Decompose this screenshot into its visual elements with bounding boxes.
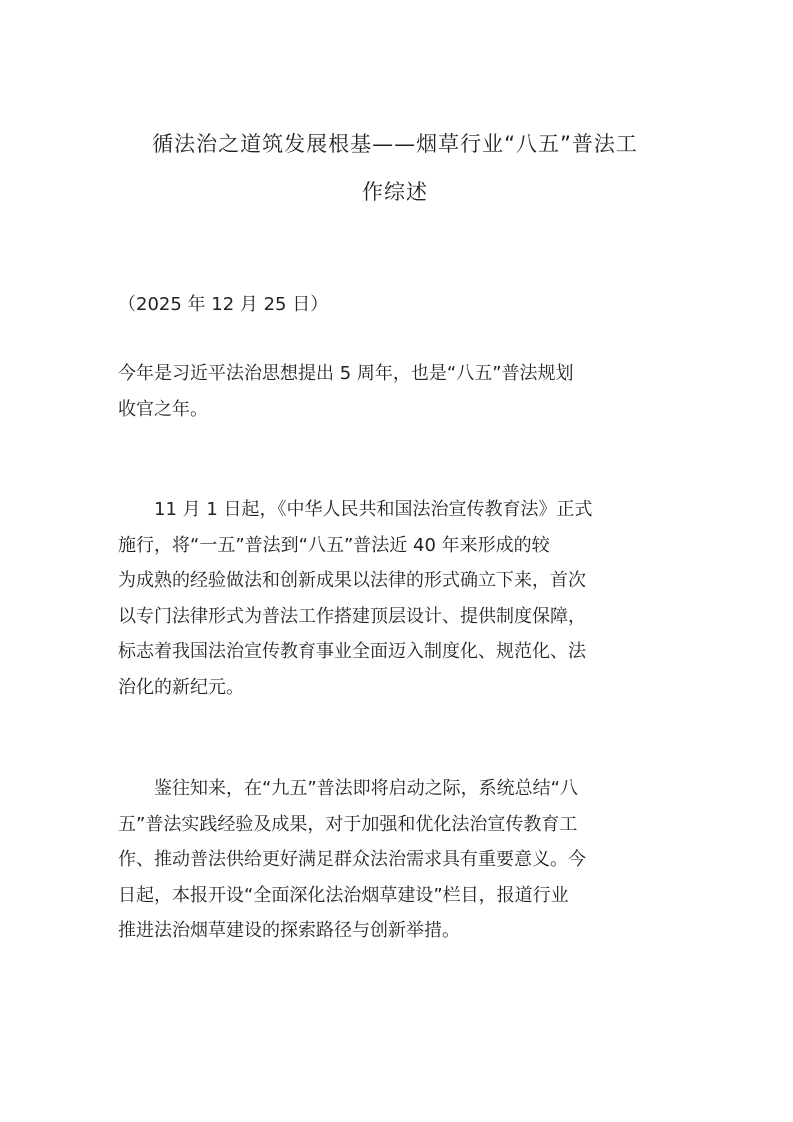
paragraph-line: 收官之年。 — [118, 398, 208, 420]
paragraph-line: 标志着我国法治宣传教育事业全面迈入制度化、规范化、法 — [118, 641, 586, 662]
paragraph-line: 推进法治烟草建设的探索路径与创新举措。 — [118, 920, 460, 941]
title-line: 作综述 — [362, 180, 428, 204]
document-title — [100, 120, 690, 216]
document-date: （2025 年 12 月 25 日） — [118, 294, 329, 315]
paragraph-line: 11 月 1 日起，《中华人民共和国法治宣传教育法》正式 — [154, 499, 593, 520]
paragraph-line: 作、推动普法供给更好满足群众法治需求具有重要意义。今 — [118, 849, 586, 870]
paragraph-line: 施行，将“一五”普法到“八五”普法近 40 年来形成的较 — [118, 534, 550, 556]
paragraph-line: 以专门法律形式为普法工作搭建顶层设计、提供制度保障， — [118, 605, 586, 627]
paragraph-line: 鉴往知来，在“九五”普法即将启动之际，系统总结“八 — [154, 778, 578, 799]
paragraph-law — [118, 492, 678, 705]
paragraph-line: 今年是习近平法治思想提出 5 周年，也是“八五”普法规划 — [118, 363, 574, 384]
paragraph-line: 治化的新纪元。 — [118, 676, 244, 698]
paragraph-line: 五”普法实践经验及成果，对于加强和优化法治宣传教育工 — [118, 813, 578, 835]
paragraph-intro — [118, 356, 678, 427]
paragraph-column — [118, 771, 678, 949]
paragraph-line: 日起，本报开设“全面深化法治烟草建设”栏目，报道行业 — [118, 884, 569, 906]
title-line: 循法治之道筑发展根基——烟草行业“八五”普法工 — [152, 132, 638, 156]
paragraph-line: 为成熟的经验做法和创新成果以法律的形式确立下来，首次 — [118, 570, 586, 591]
